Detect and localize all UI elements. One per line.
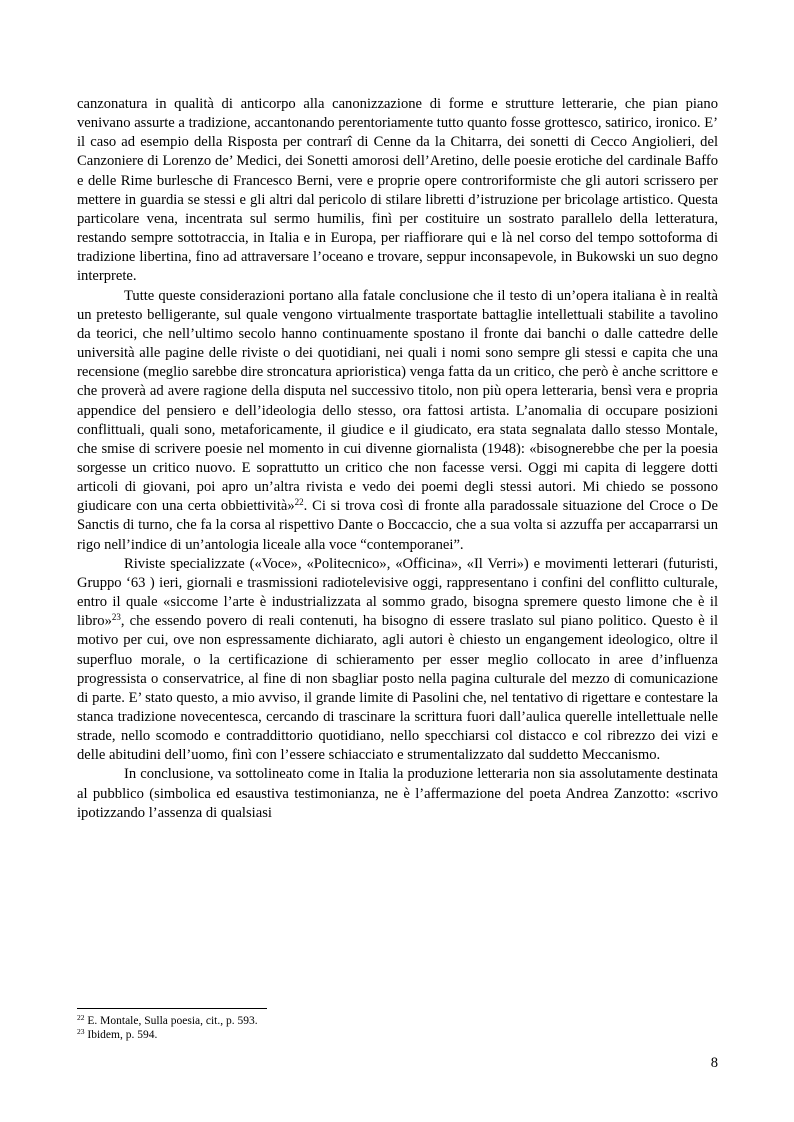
page-number: 8 [710,1055,718,1071]
paragraph [77,555,718,766]
paragraph-text: Tutte queste considerazioni portano alla fatale conclusione che il testo di un’opera italiana è in realtà un pretesto belligerante, sul quale vengono virtualmente trasportate battaglie intellettuali stabilite a tavolino da teorici, che nell’ultimo secolo hanno continuamente spostano il fronte dai banchi o dalle cattedre delle università alle pagine delle riviste o dei quotidiani, nei quali i nomi sono sempre gli stessi e capita che una recensione (meglio sarebbe dire stroncatura aprioristica) venga fatta da un critico, che però è anche scrittore e che proverà ad avere ragione della disputa nel successivo titolo, non più opera letteraria, bensì vera e propria appendice del pensiero e dell’ideologia dello stesso, ora fattosi artista. L’anomalia di occupare posizioni conflittuali, quali sono, metaforicamente, il giudice e il giudicato, era stata segnalata dallo stesso Montale, che smise di scrivere poesie nel momento in cui divenne giornalista (1948): «bisognerebbe che per la poesia sorgesse un critico nuovo. E soprattutto un critico che non facesse versi. Oggi mi capita di leggere dotti articoli di giovani, poi apro un’altra rivista e vedo dei poemi degli stessi autori. Mi chiedo se possono giudicare con una certa obbiettività» [77,287,718,515]
footnote-separator [77,1008,267,1009]
footnote-ref-23[interactable]: 23 [111,612,121,623]
paragraph-text: , che essendo povero di reali contenuti, ha bisogno di essere traslato sul piano politico. Questo è il motivo per cui, ove non espressamente dichiarato, agli autori è chiesto un engangement ideologico, oltre il superfluo morale, o la certificazione di schieramento per esser meglio collocato in aree d’influenza progressista o conservatrice, al fine di non sbagliar posto nella pagina culturale del mezzo di comunicazione di parte. E’ stato questo, a mio avviso, il grande limite di Pasolini che, nel tentativo di rigettare e contestare la stanca tradizione novecentesca, cercando di trascinare la scrittura fuori dall’aulica querelle intellettuale nelle strade, nello scomodo e contraddittorio quotidiano, nello specchiarsi col distacco e col ribrezzo dei vizi e delle abitudini dell’uomo, finì con l’essere schiacciato e strumentalizzato dal suddetto Meccanismo. [77,613,718,764]
footnotes [77,1014,718,1042]
footnote-23 [77,1028,718,1042]
footnote-text: Ibidem, p. 594. [87,1029,158,1041]
paragraph: canzonatura in qualità di anticorpo alla canonizzazione di forme e strutture letterarie, che pian piano venivano assurte a tradizione, accantonando perentoriamente tutto quanto fosse grottesco, satirico, ironico. E’ il caso ad esempio della Risposta per contrarî di Cenne da la Chitarra, dei sonetti di Cecco Angiolieri, del Canzoniere di Lorenzo de’ Medici, dei Sonetti amorosi dell’Aretino, delle poesie erotiche del cardinale Baffo e delle Rime burlesche di Francesco Berni, vere e proprie opere controriformiste che gli autori scrissero per mettere in guardia se stessi e gli altri dal pericolo di stilare libretti d’istruzione per bricolage artistico. Questa particolare vena, incentrata sul sermo humilis, finì per costituire un sostrato parallelo della letteratura, restando sempre sottotraccia, in Italia e in Europa, per riaffiorare qui e là nel corso del tempo sottoforma di tradizione libertina, fino ad attraversare l’oceano e trovare, seppur inconsapevole, in Bukowski un suo degno interprete. [77,96,718,285]
paragraph [77,287,718,555]
footnote-22 [77,1014,718,1028]
footnote-number: 23 [77,1027,85,1036]
footnote-ref-22[interactable]: 22 [294,497,304,508]
paragraph-text: . Ci si trova così di fronte alla paradossale situazione del Croce o De Sanctis di turno, che fa la corsa al rispettivo Dante o Boccaccio, che a sua volta si azzuffa per accaparrarsi un rigo nell’indice di un’antologia liceale alla voce “contemporanei”. [77,498,718,553]
paragraph: In conclusione, va sottolineato come in Italia la produzione letteraria non sia assolutamente destinata al pubblico (simbolica ed esaustiva testimonianza, ne è l’affermazione del poeta Andrea Zanzotto: «scrivo ipotizzando l’assenza di qualsiasi [77,766,718,821]
footnote-text: E. Montale, Sulla poesia, cit., p. 593. [87,1015,258,1027]
paragraph-text: Riviste specializzate («Voce», «Politecnico», «Officina», «Il Verri») e movimenti letterari (futuristi, Gruppo ‘63 ) ieri, giornali e trasmissioni radiotelevisive oggi, rappresentano i confini del conflitto culturale, entro il quale «siccome l’arte è industrializzata al sommo grado, bisogna spremere questo limone che è il libro» [77,555,718,630]
footnote-number: 22 [77,1013,85,1022]
body-text [77,95,718,823]
